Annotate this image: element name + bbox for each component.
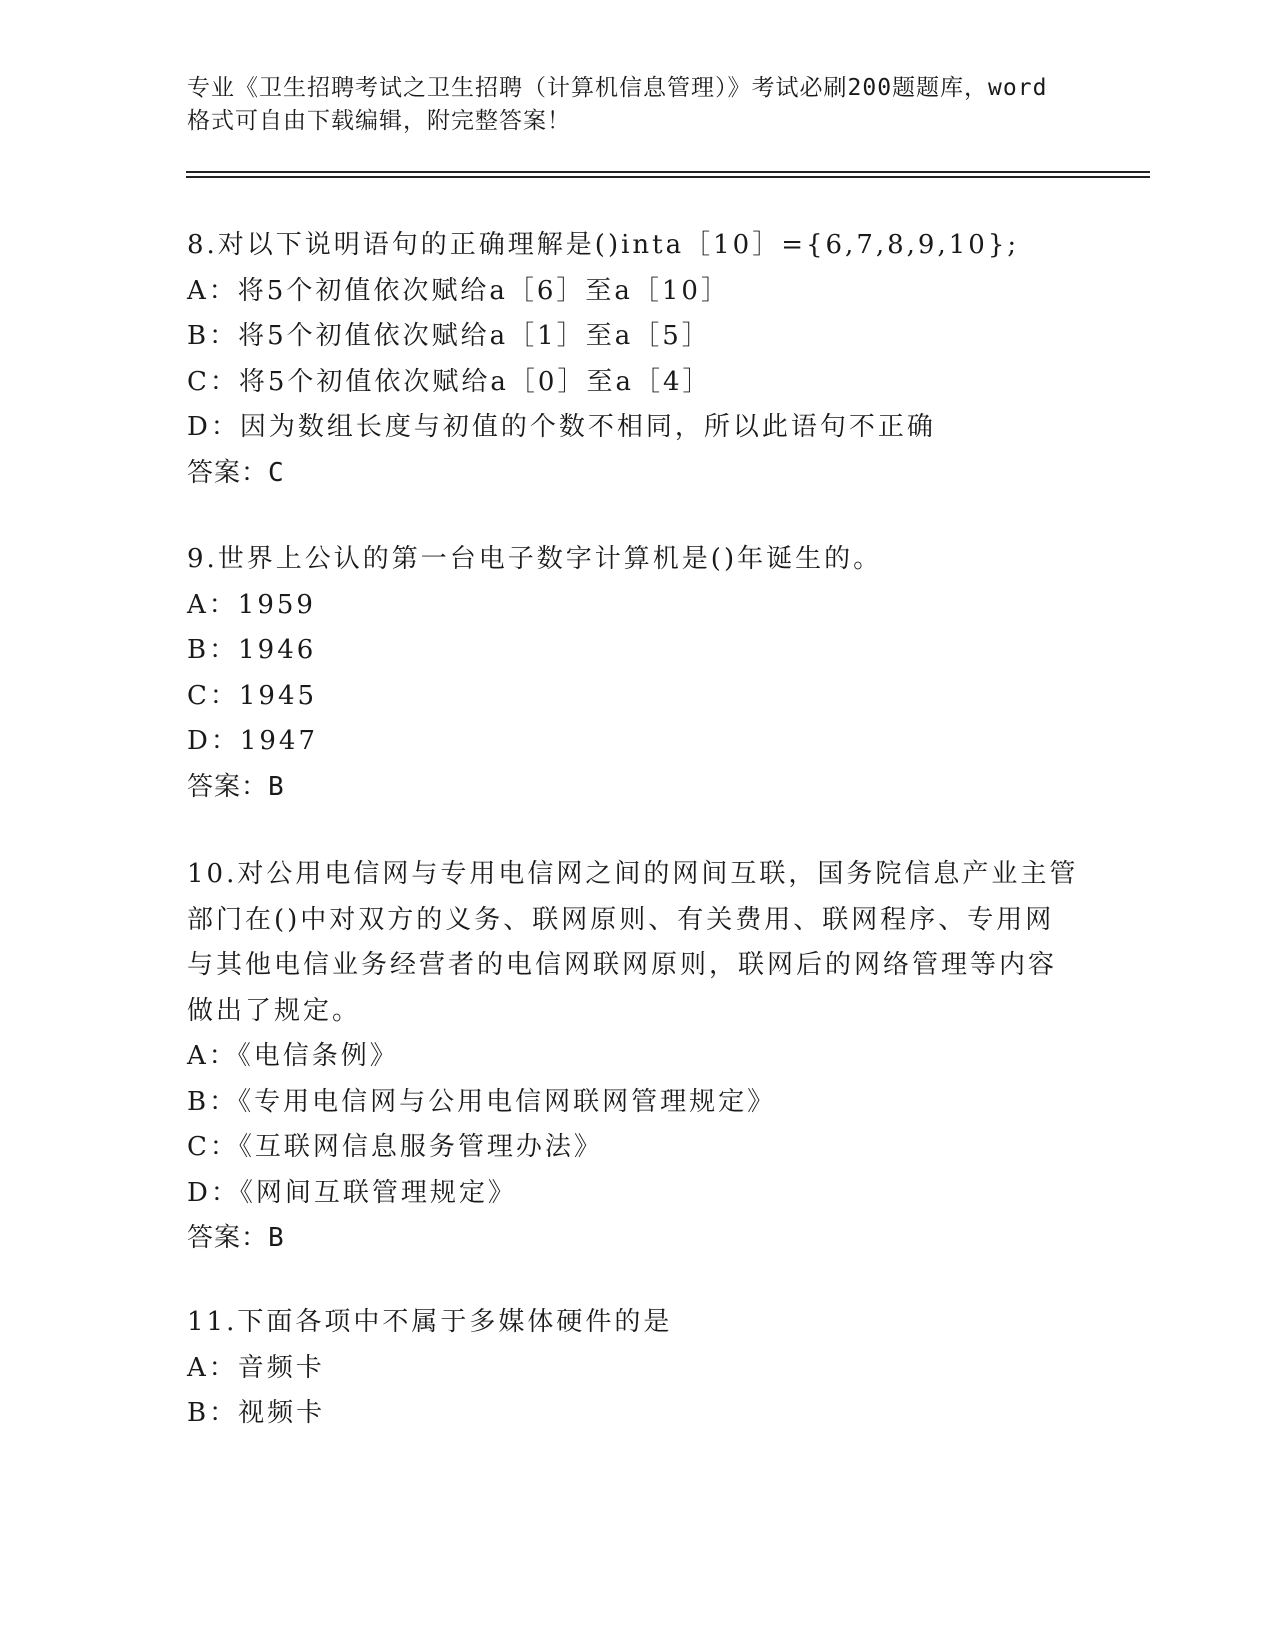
question-10 — [187, 852, 1079, 1262]
header-divider-top — [186, 171, 1150, 173]
header-line-2: 格式可自由下载编辑，附完整答案！ — [187, 108, 571, 134]
question-stem: 9.世界上公认的第一台电子数字计算机是()年诞生的。 — [187, 544, 883, 574]
option-c: C：1945 — [187, 680, 318, 711]
question-stem-line-2: 部门在()中对双方的义务、联网原则、有关费用、联网程序、专用网 — [187, 904, 1055, 935]
option-a: A：《电信条例》 — [187, 1041, 399, 1071]
option-b: B：视频卡 — [187, 1398, 326, 1428]
answer: 答案：B — [187, 1223, 285, 1253]
question-stem-line-3: 与其他电信业务经营者的电信网联网原则，联网后的网络管理等内容 — [187, 950, 1058, 980]
header-divider-bottom — [186, 176, 1150, 178]
question-8 — [187, 223, 1067, 496]
question-stem: 8.对以下说明语句的正确理解是()inta［10］={6,7,8,9,10}; — [187, 230, 1020, 260]
question-stem-line-1: 10.对公用电信网与专用电信网之间的网间互联，国务院信息产业主管 — [187, 859, 1079, 889]
question-11 — [187, 1300, 1067, 1437]
option-c: C：将5个初值依次赋给a［0］至a［4］ — [187, 366, 712, 397]
question-9 — [187, 537, 1067, 810]
answer: 答案：C — [187, 457, 285, 488]
option-a: A：将5个初值依次赋给a［6］至a［10］ — [187, 275, 730, 306]
option-c: C：《互联网信息服务管理办法》 — [187, 1132, 603, 1162]
question-stem-line-4: 做出了规定。 — [187, 995, 362, 1026]
question-stem: 11.下面各项中不属于多媒体硬件的是 — [187, 1307, 673, 1337]
option-a: A：音频卡 — [187, 1352, 325, 1383]
option-b: B：将5个初值依次赋给a［1］至a［5］ — [187, 321, 711, 351]
option-b: B：《专用电信网与公用电信网联网管理规定》 — [187, 1086, 777, 1117]
header-line-1: 专业《卫生招聘考试之卫生招聘（计算机信息管理）》考试必刷200题题库，word — [187, 75, 1048, 101]
option-b: B：1946 — [187, 635, 317, 665]
option-d: D：因为数组长度与初值的个数不相同，所以此语句不正确 — [187, 412, 936, 442]
option-d: D：《网间互联管理规定》 — [187, 1177, 517, 1208]
answer: 答案：B — [187, 771, 285, 802]
option-d: D：1947 — [187, 726, 319, 756]
document-header — [187, 72, 1087, 138]
option-a: A：1959 — [187, 589, 316, 620]
